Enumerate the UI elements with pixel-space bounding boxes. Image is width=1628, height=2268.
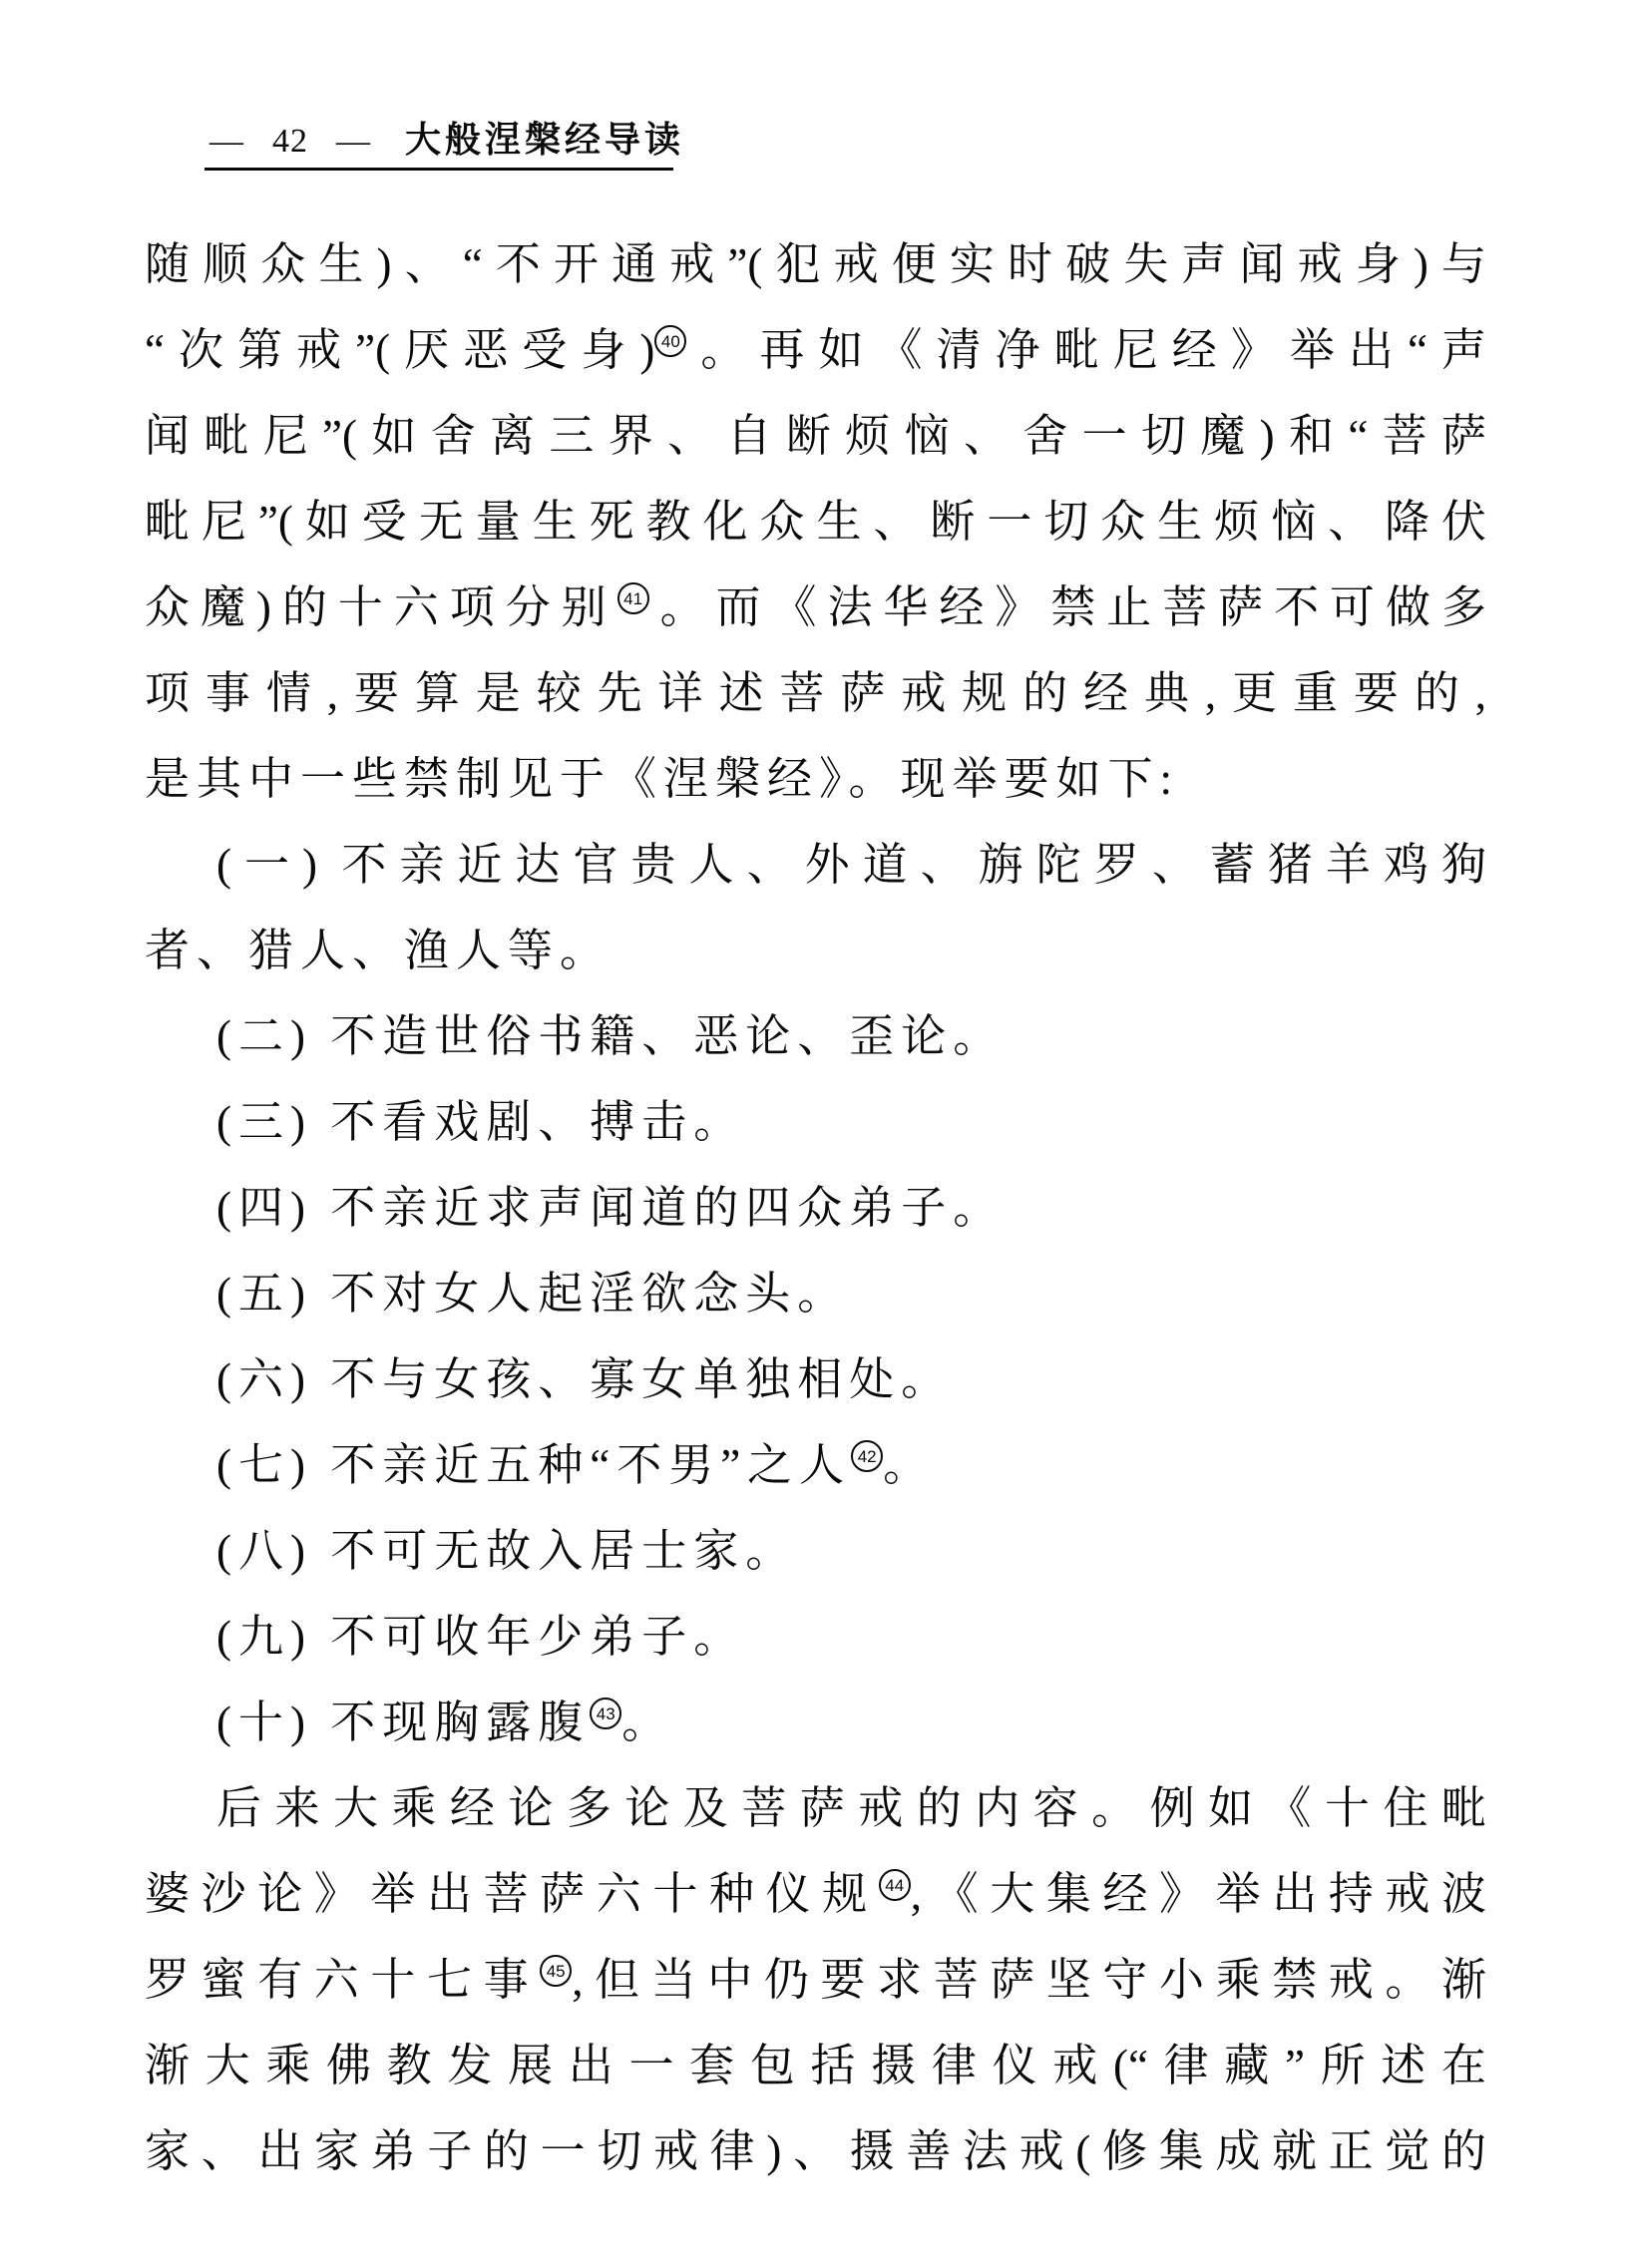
header-rule xyxy=(204,168,673,171)
body-text: (八) 不可无故入居士家。 xyxy=(216,1526,798,1576)
body-text: ,《大集经》举出持戒波 xyxy=(910,1869,1486,1919)
text-line xyxy=(145,2108,1486,2194)
body-text: 毗尼”(如受无量生死教化众生、断一切众生烦恼、降伏 xyxy=(145,497,1486,547)
body-text: 闻毗尼”(如舍离三界、自断烦恼、舍一切魔)和“菩萨 xyxy=(145,411,1486,461)
body-text: 渐大乘佛教发展出一套包括摄律仪戒(“律藏”所述在 xyxy=(145,2041,1486,2090)
body-text: 者、猎人、渔人等。 xyxy=(145,926,612,975)
body-text: 罗蜜有六十七事 xyxy=(145,1955,541,2005)
text-line xyxy=(145,1508,1486,1594)
footnote-ref: 44 xyxy=(879,1869,911,1901)
text-line xyxy=(145,2023,1486,2108)
body-text: (四) 不亲近求声闻道的四众弟子。 xyxy=(216,1183,1006,1233)
text-line xyxy=(145,1594,1486,1680)
text-line xyxy=(145,1937,1486,2023)
body-text: 。 xyxy=(883,1440,936,1490)
text-line xyxy=(145,736,1486,822)
body-text: 众魔)的十六项分别 xyxy=(145,582,617,632)
book-title: 大般涅槃经导读 xyxy=(405,120,685,160)
body-text: 项事情,要算是较先详述菩萨戒规的经典,更重要的, xyxy=(145,668,1486,718)
text-line xyxy=(145,650,1486,736)
text-line xyxy=(145,479,1486,565)
text-line xyxy=(145,565,1486,650)
text-line xyxy=(145,1422,1486,1508)
running-header xyxy=(209,112,684,163)
body-text: 家、出家弟子的一切戒律)、摄善法戒(修集成就正觉的 xyxy=(145,2126,1486,2176)
body-text: ,但当中仍要求菩萨坚守小乘禁戒。渐 xyxy=(572,1955,1486,2005)
text-line xyxy=(145,993,1486,1079)
body-text: 随顺众生)、“不开通戒”(犯戒便实时破失声闻戒身)与 xyxy=(145,239,1486,289)
body-text: 。再如《清净毗尼经》举出“声 xyxy=(686,325,1486,375)
footnote-ref: 42 xyxy=(851,1440,883,1472)
body-text: 后来大乘经论多论及菩萨戒的内容。例如《十住毗 xyxy=(216,1783,1486,1833)
text-line xyxy=(145,1079,1486,1165)
footnote-ref: 43 xyxy=(590,1698,621,1729)
body-text: 。 xyxy=(621,1698,674,1747)
page-number: 42 xyxy=(272,123,308,160)
text-line xyxy=(145,1765,1486,1851)
body-text: (五) 不对女人起淫欲念头。 xyxy=(216,1269,850,1319)
body-text: (一) 不亲近达官贵人、外道、旃陀罗、蓄猪羊鸡狗 xyxy=(216,840,1486,890)
body-text: (六) 不与女孩、寡女单独相处。 xyxy=(216,1354,954,1404)
text-line xyxy=(145,822,1486,908)
text-line xyxy=(145,1251,1486,1336)
text-line xyxy=(145,1165,1486,1251)
text-line xyxy=(145,221,1486,307)
body-text: 。而《法华经》禁止菩萨不可做多 xyxy=(648,582,1486,632)
text-line xyxy=(145,908,1486,993)
header-dash-right: — xyxy=(336,123,371,160)
footnote-ref: 40 xyxy=(654,325,686,357)
text-line xyxy=(145,1680,1486,1765)
text-line xyxy=(145,307,1486,393)
body-text: (十) 不现胸露腹 xyxy=(216,1698,591,1747)
body-text: “次第戒”(厌恶受身) xyxy=(145,325,655,375)
text-line xyxy=(145,1336,1486,1422)
body-text: (九) 不可收年少弟子。 xyxy=(216,1612,746,1662)
body-text: (三) 不看戏剧、搏击。 xyxy=(216,1097,746,1147)
body-text: (七) 不亲近五种“不男”之人 xyxy=(216,1440,852,1490)
body-text: 婆沙论》举出菩萨六十种仪规 xyxy=(145,1869,879,1919)
footnote-ref: 45 xyxy=(540,1955,572,1987)
footnote-ref: 41 xyxy=(617,582,649,614)
header-dash-left: — xyxy=(209,123,244,160)
body-text: (二) 不造世俗书籍、恶论、歪论。 xyxy=(216,1011,1006,1061)
body-lines xyxy=(145,221,1486,2194)
text-line xyxy=(145,1851,1486,1937)
body-text: 是其中一些禁制见于《涅槃经》。现举要如下: xyxy=(145,754,1180,804)
text-line xyxy=(145,393,1486,479)
